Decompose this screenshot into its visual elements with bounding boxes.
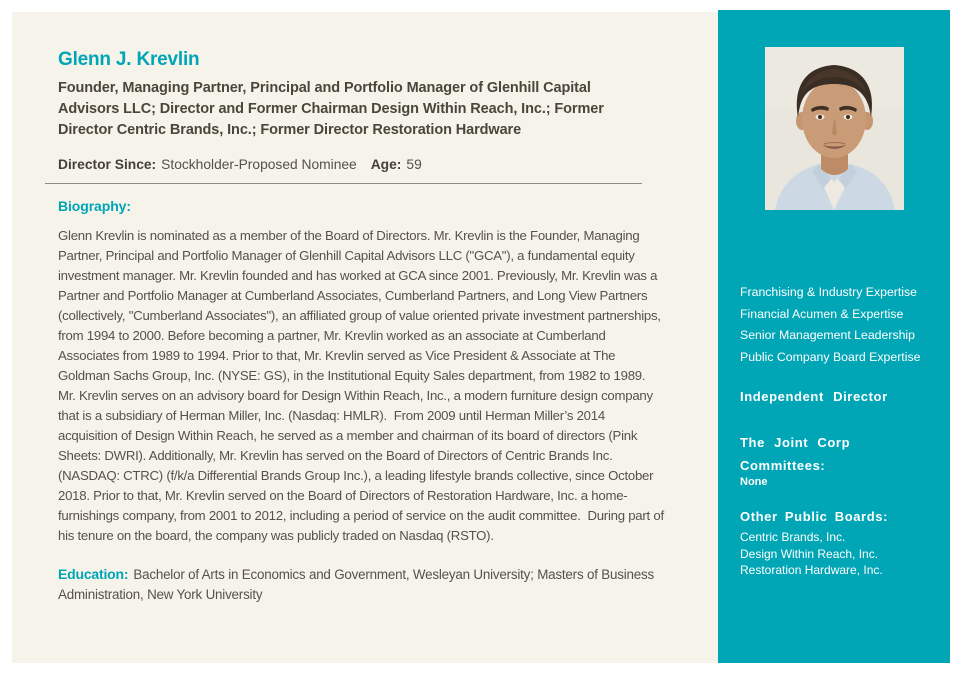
main-content-panel	[12, 12, 718, 663]
expertise-list	[718, 282, 950, 368]
education-text: Bachelor of Arts in Economics and Government, Wesleyan University; Masters of Business Administration, New York University	[58, 567, 654, 602]
board-item: Restoration Hardware, Inc.	[740, 563, 883, 577]
portrait-photo-image	[765, 47, 904, 210]
committees-label: Committees:	[740, 458, 826, 473]
expertise-item: Public Company Board Expertise	[740, 349, 921, 364]
page-title: Glenn J. Krevlin	[58, 49, 200, 70]
director-meta-row	[58, 157, 662, 172]
expertise-item: Senior Management Leadership	[740, 328, 916, 342]
board-item: Design Within Reach, Inc.	[740, 546, 879, 561]
age-value: 59	[406, 157, 422, 172]
committees-value: None	[740, 476, 768, 488]
biography-heading: Biography:	[58, 198, 131, 214]
director-since-label: Director Since:	[58, 157, 157, 172]
other-public-boards-label: Other Public Boards:	[740, 509, 889, 524]
biography-text: Glenn Krevlin is nominated as a member of the Board of Directors. Mr. Krevlin is the Founder, Managing Partner, Principal and Portfolio Manager of Glenhill Capital Advisors LLC ("GCA"), a fundamental equity investment manager. Mr. Krevlin founded and has worked at GCA since 2001. Previously, Mr. Krevlin was a Partner and Portfolio Manager at Cumberland Associates, Cumberland Partners, and Long View Partners (collectively, "Cumberland Associates"), an affiliated group of value oriented private investment partnerships, from 1994 to 2000. Before becoming a partner, Mr. Krevlin worked as an associate at Cumberland Associates from 1989 to 1994. Prior to that, Mr. Krevlin served as Vice President & Associate at The Goldman Sachs Group, Inc. (NYSE: GS), in the Institutional Equity Sales department, from 1982 to 1989. Mr. Krevlin serves on an advisory board for Design Within Reach, Inc., a modern furniture design company that is a subsidiary of Herman Miller, Inc. (Nasdaq: HMLR). From 2009 until Herman Miller’s 2014 acquisition of Design Within Reach, he served as a member and chairman of its board of directors (Pink Sheets: DWRI). Additionally, Mr. Krevlin has served on the Board of Directors of Centric Brands Inc. (NASDAQ: CTRC) (f/k/a Differential Brands Group Inc.), a leading lifestyle brands collective, since October 2018. Prior to that, Mr. Krevlin served on the Board of Directors of Restoration Hardware, Inc. a home-furnishings company, from 2001 to 2012, including a period of service on the audit committee. During part of his tenure on the board, the company was publicly traded on Nasdaq (RSTO).	[58, 228, 668, 543]
independence-status: Independent Director	[740, 389, 888, 404]
portrait-photo	[765, 47, 904, 210]
board-item: Centric Brands, Inc.	[740, 530, 846, 544]
profile-role-title: Founder, Managing Partner, Principal and Portfolio Manager of Glenhill Capital Advisors LLC; Director and Former Chairman Design Within Reach, Inc.; Former Director Centric Brands, Inc.; Former Director Restoration Hardware	[58, 80, 604, 138]
education-row	[58, 564, 658, 605]
horizontal-divider	[45, 183, 642, 184]
profile-sidebar	[718, 10, 950, 663]
age-label: Age:	[370, 157, 402, 172]
other-public-boards-list	[718, 529, 950, 579]
company-name: The Joint Corp	[740, 435, 851, 450]
expertise-item: Financial Acumen & Expertise	[740, 306, 904, 321]
expertise-item: Franchising & Industry Expertise	[740, 285, 918, 299]
director-since-value: Stockholder-Proposed Nominee	[161, 157, 357, 172]
education-label: Education:	[58, 566, 129, 582]
